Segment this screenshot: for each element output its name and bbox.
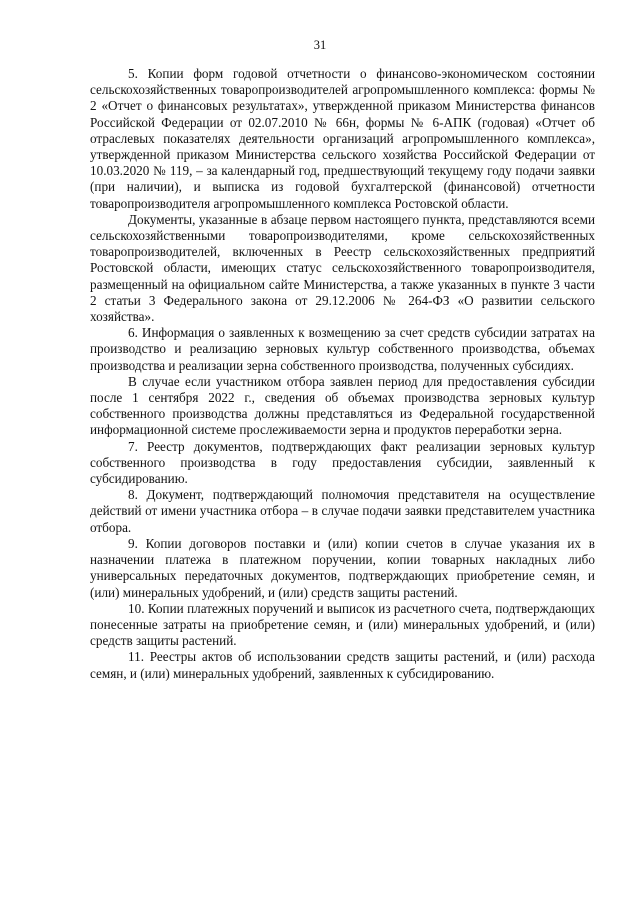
document-body	[90, 66, 595, 682]
page-number: 31	[313, 38, 327, 52]
paragraph-subsidy-period-note: В случае если участником отбора заявлен период для предоставления субсидии после 1 сентября 2022 г., сведения об объемах производства зерновых культур собственного производства должны представляться из Федеральной государственной информационной системе прослеживаемости зерна и продуктов переработки зерна.	[90, 373, 595, 438]
paragraph-item-6: 6. Информация о заявленных к возмещению за счет средств субсидии затратах на производство и реализацию зерновых культур собственного производства, объемах производства и реализации зерна собственного производства, полученных субсидиях.	[90, 325, 595, 373]
paragraph-item-10: 10. Копии платежных поручений и выписок из расчетного счета, подтверждающих понесенные затраты на приобретение семян, и (или) минеральных удобрений, и (или) средств защиты растений.	[90, 600, 595, 649]
paragraph-item-11: 11. Реестры актов об использовании средств защиты растений, и (или) расхода семян, и (или) минеральных удобрений, заявленных к субсидированию.	[90, 649, 595, 681]
paragraph-documents-note: Документы, указанные в абзаце первом настоящего пункта, представляются всеми сельскохозяйственными товаропроизводителями, кроме сельскохозяйственных товаропроизводителей, включенных в Реестр сельскохозяйственных предприятий Ростовской области, имеющих статус сельскохозяйственного товаропроизводителя, размещенный на официальном сайте Министерства, а также указанных в пункте 3 части 2 статьи 3 Федерального закона от 29.12.2006 № 264-ФЗ «О развитии сельского хозяйства».	[90, 211, 595, 325]
paragraph-item-5: 5. Копии форм годовой отчетности о финансово-экономическом состоянии сельскохозяйственных товаропроизводителей агропромышленного комплекса: формы № 2 «Отчет о финансовых результатах», утвержденной приказом Министерства финансов Российской Федерации от 02.07.2010 № 66н, формы № 6-АПК (годовая) «Отчет об отраслевых показателях деятельности организаций агропромышленного комплекса», утвержденной приказом Министерства сельского хозяйства Российской Федерации от 10.03.2020 № 119, – за календарный год, предшествующий текущему году подачи заявки (при наличии), и выписка из годовой бухгалтерской (финансовой) отчетности товаропроизводителя агропромышленного комплекса Ростовской области.	[90, 66, 595, 211]
paragraph-item-8: 8. Документ, подтверждающий полномочия представителя на осуществление действий от имени участника отбора – в случае подачи заявки представителем участника отбора.	[90, 487, 595, 535]
paragraph-item-7: 7. Реестр документов, подтверждающих факт реализации зерновых культур собственного производства в году предоставления субсидии, заявленный к субсидированию.	[90, 438, 595, 487]
paragraph-item-9: 9. Копии договоров поставки и (или) копии счетов в случае указания их в назначении платежа в платежном поручении, копии товарных накладных либо универсальных передаточных документов, подтверждающих приобретение семян, и (или) минеральных удобрений, и (или) средств защиты растений.	[90, 535, 595, 600]
